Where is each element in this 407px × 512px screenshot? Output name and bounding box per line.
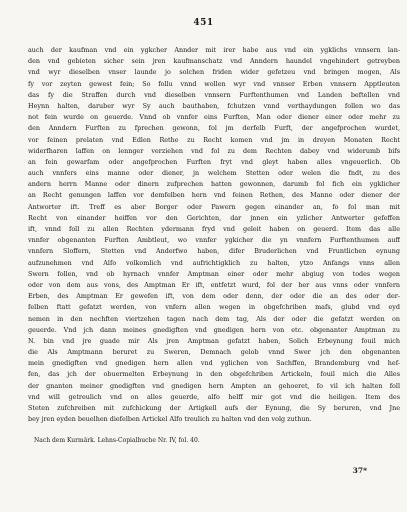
source-note: Nach dem Kurmärk. Lehns-Copialbuche Nr. IV, fol. 40. [34, 437, 200, 444]
text-line: oder von dem aus vons, des Amptman Er ift, entfetzt wurd, fol der her aus vnns oder vnnfern [28, 280, 400, 289]
text-line: Steten zufchreiben mit zufchickung der Artigkell aufs der Eynung, die Sy beruren, vnd Jne [28, 404, 400, 412]
text-line: vor feinen prelaten vnd Edlen Rethe zu Recht komen vnd jm in dreyen Monaten Recht [28, 135, 400, 144]
text-line: auch vnnfers eins manne oder diener, jn welchem Stetten oder welen die fndt, zu des [28, 169, 400, 178]
text-line: die Als Amptmann beruret zu Sweren, Demnach gelob vnnd Swer jch den obgenanten [28, 348, 400, 357]
text-line: not fein wurde on geuerde. Vnnd ob vnnfer eins Furften, Man oder diener einer oder mehr zu [28, 113, 400, 122]
text-line: an fein gewarfam oder angefprochen Furften fryt vnd gleyt haben alles vngeuerlich. Ob [28, 157, 400, 166]
text-line: andern herrn Manne oder dinern zufprechen hatten gewonnen, darumb fol fich ein ygklicher [28, 180, 400, 189]
text-line: N. bin vnd jre guade mir Als jren Amptman gefatzt haben, Solich Erbeynung fouil mich [28, 336, 400, 345]
sheet-signature-mark: 37* [352, 466, 367, 475]
text-line: an Recht genungen laffen vor demfelben hern vnd feinen Rethen, des Manne oder diener der [28, 191, 400, 200]
text-line: Swern follen, vnd ob hyrnach vnnfer Amptman einer oder mehr abgiug von todes wegen [28, 269, 400, 278]
text-line: mein gnedigften vnd gnedigen hern allen vnd yglichen von Sachffen, Brandemburg vnd hef- [28, 359, 400, 368]
page-number: 451 [193, 18, 214, 28]
text-line: Erben, des Amptman Er gewefen ift, von dem oder denn, der oder die an des oder der- [28, 292, 400, 301]
text-line: vnd will getreulich vnd on alles geuerde, alfo helff mir got vnd die heiligen. Item des [28, 392, 400, 401]
text-line: Antworter ift. Treff es aber Borger oder Pawern gegen einander an, fo fol man mit [28, 202, 400, 211]
text-line: aufzunehmen vnd Alfo volkomlich vnd aufrichtigklich zu halten, ytzo Anfangs vnns allen [28, 258, 400, 267]
text-line: den vnd gebieten sicher sein jren kaufmanschatz vnd Anndern haundel vngehindert getreyben [28, 57, 400, 66]
text-line: widerfharen laffen on lennger verziehen vnd fol zu dem Rechten dabey vnd widerumb bifs [28, 146, 400, 155]
text-line: das fy die Straffen durch vnd dieselben vnnsern Furftenthumen vnd Landen beftellen vnd [28, 90, 400, 99]
text-line: vnnfern Sloffern, Stetten vnd Anderfwo haben, difer Bruderlichen vnd Fruntlichen eynung [28, 247, 400, 256]
text-line: auch der kaufman vnd ein ygkcher Annder mit irer habe aus vnd ein ygklichs vnnsern lan- [28, 46, 400, 54]
text-line: vnnfer obgenanten Furften Ambtleut, wo vnnfer ygkicher die yn vnnfern Furftenthumen auff [28, 236, 400, 245]
text-line: ift, vnnd foll zu allen Rechten ydermann fryd vnd geleit haben on geuerd. Item das alle [28, 225, 400, 233]
text-line: nemen in den nechften viertzehen tagen nach dem tag, Als der oder die gefatzt werden on [28, 314, 400, 323]
text-line: geuerde. Vnd jch dann meines gnedigften vnd gnedigen hern von etc. obgenanter Amptman zu [28, 325, 400, 334]
text-line: Heynn halten, daruber wyr Sy auch bauthaben, fchutzen vnnd verthaydungen follen wo das [28, 101, 400, 110]
text-line: felben ftatt gefatzt werden, von vnfern allen wegen in obgefchriben mafs, glubd vnd eyd [28, 303, 400, 312]
text-line: vnd wyr dieselben vnser launde jo solchen friden wider gefetzeu vnd bringen mogen, Als [28, 68, 400, 77]
text-line: bey jren eyden beuelhen diefelben Artickel Alfo treulich zu halten vnd den volg zuthun. [28, 415, 312, 424]
body-text [28, 45, 400, 425]
text-line: der gnanten meiner gnedigften vnd gnedigen hern Ampten an gehoeret, fo vil ich halten foll [28, 381, 400, 390]
text-line: Recht von einander heiffen vor den Gerichten, dar jnnen ein yzlicher Antwerter gefeffen [28, 213, 400, 222]
text-line: fen, das jch der obuermelten Erbeynung in den obgefchriben Artickeln, fouil mich die Alles [28, 370, 400, 379]
text-line: fy vor zeyten gewest fein; So follu vnnd wollen wyr vnd vnnser Erben vnnsern Apptleuten [28, 79, 400, 88]
text-line: den Anndern Furften zu fprechen gewonn, fol jm derfelb Furft, der angefprochen wurdet, [28, 124, 400, 133]
